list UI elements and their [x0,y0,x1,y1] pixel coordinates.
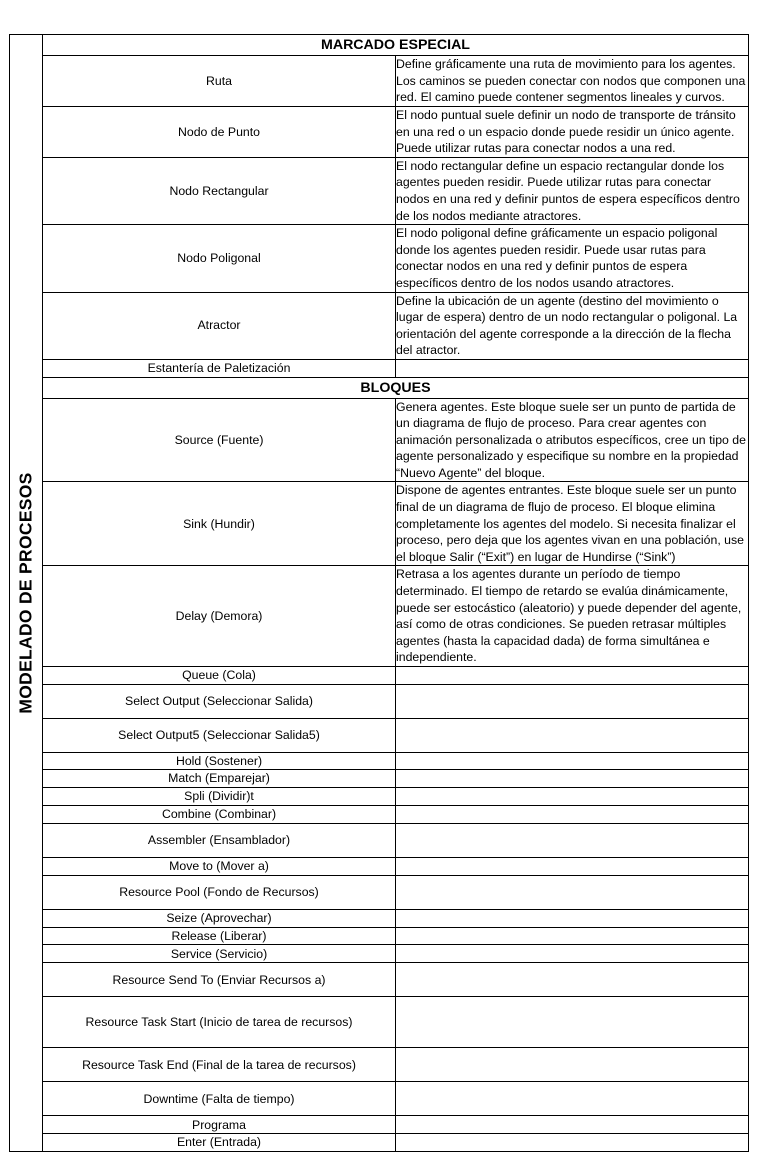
table-row [10,770,749,788]
bloques-item-description [396,770,749,788]
table-row [10,718,749,752]
bloques-item-name: Assembler (Ensamblador) [43,823,396,857]
marcado-especial-item-description: Define gráficamente una ruta de movimiento para los agentes. Los caminos se pueden conectar con nodos que componen una red. El camino puede contener segmentos lineales y curvos. [396,56,749,107]
table-row [10,482,749,566]
table-row [10,1116,749,1134]
table-row [10,806,749,824]
bloques-item-description [396,1116,749,1134]
table-row [10,909,749,927]
bloques-item-description [396,857,749,875]
bloques-item-name: Select Output (Seleccionar Salida) [43,684,396,718]
bloques-item-name: Queue (Cola) [43,667,396,685]
table-row [10,823,749,857]
table-row [10,359,749,377]
bloques-item-description [396,788,749,806]
bloques-item-description [396,684,749,718]
bloques-item-name: Resource Pool (Fondo de Recursos) [43,875,396,909]
bloques-item-name: Combine (Combinar) [43,806,396,824]
bloques-item-name: Source (Fuente) [43,398,396,482]
bloques-item-name: Seize (Aprovechar) [43,909,396,927]
bloques-item-description [396,806,749,824]
side-label: MODELADO DE PROCESOS [15,472,36,714]
bloques-item-description [396,875,749,909]
bloques-item-name: Downtime (Falta de tiempo) [43,1082,396,1116]
process-modeling-table [9,34,749,1152]
bloques-item-name: Resource Task End (Final de la tarea de recursos) [43,1048,396,1082]
marcado-especial-section-title: MARCADO ESPECIAL [43,35,749,56]
marcado-especial-item-name: Estantería de Paletización [43,359,396,377]
bloques-item-name: Release (Liberar) [43,927,396,945]
table-row [10,56,749,107]
marcado-especial-item-description: El nodo poligonal define gráficamente un espacio poligonal donde los agentes pueden residir. Puede usar rutas para conectar nodos en una red y definir puntos de espera específicos dentro de los nodos usando atractores. [396,225,749,292]
bloques-item-description [396,927,749,945]
marcado-especial-item-description: El nodo rectangular define un espacio rectangular donde los agentes pueden residir. Puede utilizar rutas para conectar nodos en una red y definir puntos de espera específicos dentro de los nodos mediante atractores. [396,157,749,224]
table-row [10,667,749,685]
table-row [10,1082,749,1116]
table-row [10,107,749,158]
bloques-item-description [396,1048,749,1082]
bloques-item-name: Programa [43,1116,396,1134]
table-row [10,398,749,482]
table-row [10,857,749,875]
table-row [10,1134,749,1152]
bloques-item-description: Genera agentes. Este bloque suele ser un punto de partida de un diagrama de flujo de proceso. Para crear agentes con animación personalizada o atributos específicos, cree un tipo de agente personalizado y especifique su nombre en la propiedad “Nuevo Agente” del bloque. [396,398,749,482]
process-modeling-table-container [9,34,749,1152]
table-row [10,875,749,909]
bloques-item-description [396,945,749,963]
bloques-item-name: Enter (Entrada) [43,1134,396,1152]
table-row [10,997,749,1048]
bloques-item-description [396,1134,749,1152]
bloques-item-name: Service (Servicio) [43,945,396,963]
table-row [10,566,749,667]
table-row [10,752,749,770]
table-row [10,927,749,945]
bloques-item-description [396,963,749,997]
bloques-item-name: Select Output5 (Seleccionar Salida5) [43,718,396,752]
marcado-especial-item-name: Atractor [43,292,396,359]
bloques-item-description: Retrasa a los agentes durante un período de tiempo determinado. El tiempo de retardo se evalúa dinámicamente, puede ser estocástico (aleatorio) y puede depender del agente, así como de otras condiciones. Se pueden retrasar múltiples agentes (hasta la capacidad dada) de forma simultánea e independiente. [396,566,749,667]
marcado-especial-item-description: Define la ubicación de un agente (destino del movimiento o lugar de espera) dentro de un nodo rectangular o poligonal. La orientación del agente corresponde a la dirección de la flecha del atractor. [396,292,749,359]
table-row [10,684,749,718]
bloques-item-description [396,1082,749,1116]
bloques-item-name: Move to (Mover a) [43,857,396,875]
side-label-cell [10,35,43,1152]
marcado-especial-item-name: Nodo de Punto [43,107,396,158]
table-row [10,963,749,997]
bloques-item-name: Match (Emparejar) [43,770,396,788]
bloques-item-description [396,997,749,1048]
bloques-item-description [396,909,749,927]
table-row [10,292,749,359]
bloques-item-name: Spli (Dividir)t [43,788,396,806]
marcado-especial-item-description [396,359,749,377]
bloques-section-title: BLOQUES [43,377,749,398]
marcado-especial-item-description: El nodo puntual suele definir un nodo de transporte de tránsito en una red o un espacio donde puede residir un único agente. Puede utilizar rutas para conectar nodos a una red. [396,107,749,158]
bloques-item-name: Sink (Hundir) [43,482,396,566]
table-row [10,225,749,292]
table-row [10,1048,749,1082]
bloques-item-name: Resource Send To (Enviar Recursos a) [43,963,396,997]
marcado-especial-item-name: Nodo Poligonal [43,225,396,292]
table-row [10,157,749,224]
bloques-item-name: Delay (Demora) [43,566,396,667]
marcado-especial-item-name: Nodo Rectangular [43,157,396,224]
bloques-item-description [396,823,749,857]
bloques-item-name: Hold (Sostener) [43,752,396,770]
bloques-item-description [396,718,749,752]
table-row [10,788,749,806]
marcado-especial-item-name: Ruta [43,56,396,107]
bloques-item-description [396,752,749,770]
bloques-item-description: Dispone de agentes entrantes. Este bloque suele ser un punto final de un diagrama de flujo de proceso. El bloque elimina completamente los agentes del modelo. Si necesita finalizar el proceso, pero deja que los agentes vivan en una población, use el bloque Salir (“Exit”) en lugar de Hundirse (“Sink”) [396,482,749,566]
bloques-item-description [396,667,749,685]
table-row [10,945,749,963]
bloques-item-name: Resource Task Start (Inicio de tarea de recursos) [43,997,396,1048]
